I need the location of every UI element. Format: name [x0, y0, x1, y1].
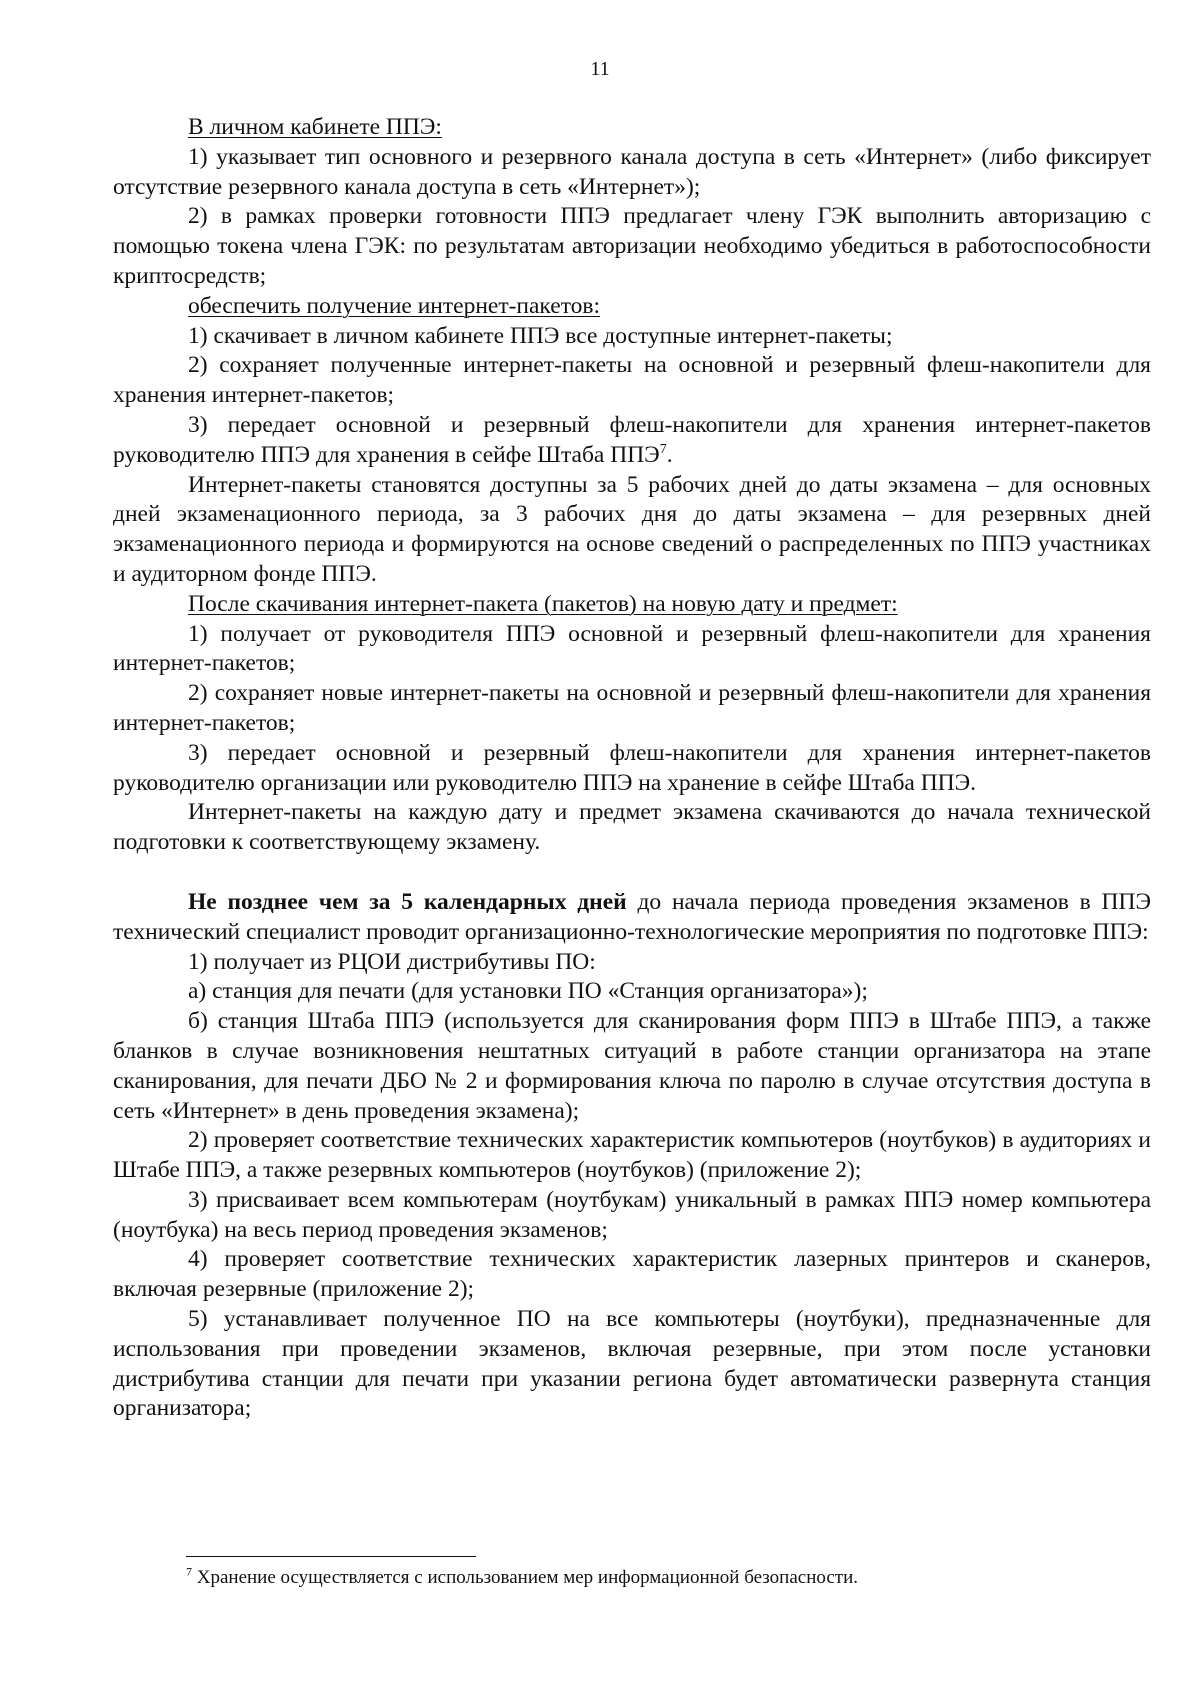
list-item: 1) указывает тип основного и резервного канала доступа в сеть «Интернет» (либо фиксирует отсутствие резервного канала доступа в сеть «Интернет»);	[113, 143, 1151, 200]
item-text: 3) передает основной и резервный флеш-накопители для хранения интернет-пакетов руководителю ППЭ для хранения в сейфе Штаба ППЭ	[113, 411, 1151, 468]
intro-text: до начала периода проведения экзаменов в ППЭ технический специалист проводит организационно-технологические мероприятия по подготовке ППЭ:	[113, 888, 1151, 945]
document-body	[113, 113, 1151, 1424]
list-item: 2) сохраняет новые интернет-пакеты на основной и резервный флеш-накопители для хранения интернет-пакетов;	[113, 680, 1151, 736]
bold-deadline: Не позднее чем за 5 календарных дней	[188, 888, 627, 915]
list-item: 2) в рамках проверки готовности ППЭ предлагает члену ГЭК выполнить авторизацию с помощью токена члена ГЭК: по результатам авторизации необходимо убедиться в работоспособности криптосредств;	[113, 203, 1151, 289]
footnote-divider	[186, 1556, 476, 1557]
list-item: 1) получает из РЦОИ дистрибутивы ПО:	[188, 948, 596, 975]
section-heading-after-download	[113, 590, 1151, 620]
paragraph-prep-intro	[113, 888, 1151, 948]
list-item: 2) сохраняет полученные интернет-пакеты на основной и резервный флеш-накопители для хранения интернет-пакетов;	[113, 352, 1151, 409]
list-item: 2) проверяет соответствие технических характеристик компьютеров (ноутбуков) в аудиториях и Штабе ППЭ, а также резервных компьютеров (ноутбуков) (приложение 2);	[113, 1127, 1151, 1184]
item-end: .	[666, 441, 673, 468]
list-item: 4) проверяет соответствие технических характеристик лазерных принтеров и сканеров, включая резервные (приложение 2);	[113, 1246, 1151, 1303]
footnote-reference: 7	[659, 441, 667, 457]
paragraph-gap	[113, 858, 1151, 888]
list-item: 1) скачивает в личном кабинете ППЭ все доступные интернет-пакеты;	[188, 322, 893, 349]
footnote-number: 7	[186, 1564, 192, 1579]
list-item: 5) устанавливает полученное ПО на все компьютеры (ноутбуки), предназначенные для использования при проведении экзаменов, включая резервные, при этом после установки дистрибутива станции для печати при указании региона будет автоматически развернута станция организатора;	[113, 1306, 1151, 1422]
heading-text: После скачивания интернет-пакета (пакетов) на новую дату и предмет:	[188, 590, 898, 617]
heading-text: обеспечить получение интернет-пакетов:	[188, 292, 601, 319]
page-number: 11	[590, 58, 610, 80]
list-item: 3) присваивает всем компьютерам (ноутбукам) уникальный в рамках ППЭ номер компьютера (ноутбука) на весь период проведения экзаменов;	[113, 1186, 1151, 1243]
list-item: 1) получает от руководителя ППЭ основной и резервный флеш-накопители для хранения интернет-пакетов;	[113, 620, 1151, 677]
list-item: 3) передает основной и резервный флеш-накопители для хранения интернет-пакетов руководителю организации или руководителю ППЭ на хранение в сейфе Штаба ППЭ.	[113, 739, 1151, 796]
paragraph-availability: Интернет-пакеты становятся доступны за 5 рабочих дней до даты экзамена – для основных дней экзаменационного периода, за 3 рабочих дня до даты экзамена – для резервных дней экзаменационного периода и формируются на основе сведений о распределенных по ППЭ участниках и аудиторном фонде ППЭ.	[113, 471, 1151, 587]
list-subitem: а) станция для печати (для установки ПО «Станция организатора»);	[188, 978, 868, 1005]
list-subitem: б) станция Штаба ППЭ (используется для сканирования форм ППЭ в Штабе ППЭ, а также бланков в случае возникновения нештатных ситуаций в работе станции организатора на этапе сканирования, для печати ДБО № 2 и формирования ключа по паролю в случае отсутствия доступа в сеть «Интернет» в день проведения экзамена);	[113, 1008, 1151, 1124]
footnote	[186, 1566, 1086, 1590]
paragraph-note: Интернет-пакеты на каждую дату и предмет экзамена скачиваются до начала технической подготовки к соответствующему экзамену.	[113, 799, 1151, 856]
section-heading-packets	[113, 292, 1151, 322]
section-heading-personal-account	[113, 113, 1151, 143]
list-item	[113, 411, 1151, 471]
footnote-text: Хранение осуществляется с использованием мер информационной безопасности.	[192, 1567, 859, 1588]
heading-text: В личном кабинете ППЭ:	[188, 114, 442, 140]
